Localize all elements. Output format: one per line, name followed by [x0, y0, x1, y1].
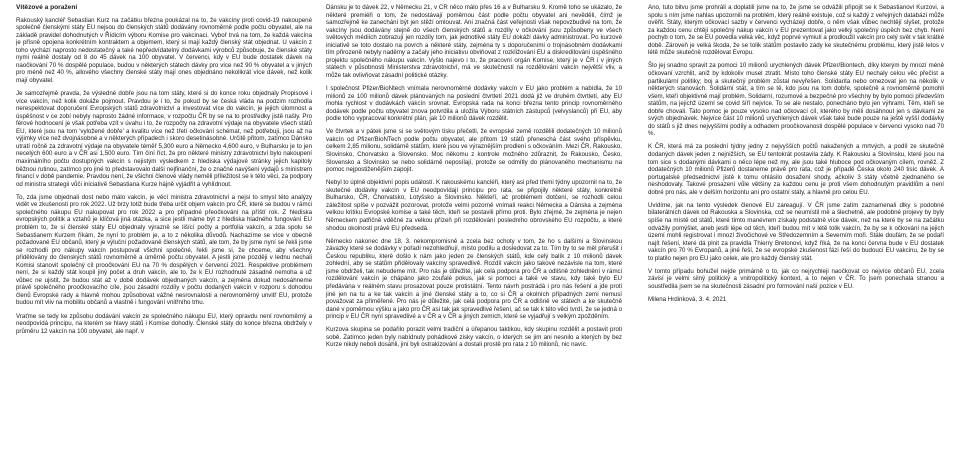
paragraph: Dánsku je to dávek 22, v Německu 21, v ČR něco málo přes 16 a v Bulharsku 9. Kromě toho se ukázalo, že některé premiéři o tom, že nedostávají poměrnou část podle počtu obyvatel ani nevěděli, čímž je samozřejmě ke zanechání být jen stěží omlouvat. Ani značná část veřejnosti však nepovzbudivé na tom, že vakcíny jsou dodávány stejně do všech členských států a rozdíly v očkování jsou způsobeny ve všech světových médiích zobrazují jen rozdíly tom, jak jednotlivé státy EU dokáží dávky administrovat. Po kurzové iniciativě se toto dostalo na povrch a některé státy, zejména ty s doporučeními o trojnásobném dodávkami tím přirozeně nebyly naděmy a začaly jeho iniciativu obviňovat z rozkližování EU a diskreditování úspěšného projektu společného nákupu vakcín. Vyšlo najevo i to, že pracovní orgán Komise, který je v ČR i v jiných státech v působnosti Ministerstva zdravotnictví, má ve skutečnosti na rozdělování vakcín největší vliv, a může tak ovlivňovat zásadní politické otázky. — [326, 4, 622, 79]
paragraph: Kurzova skupina se podařilo porazit velmi tradiční a úřepanou taktikou, kdy skupinu rozdělit a postavit proti sobě. Zatímco jeden byly nabídnuty pohádkové zisky vakcín, o kterých se jim ani nesnilo a kterých by bez Kurze nikdy neboli dosáhli, jiní byli ostrakizování a dostali prostě pro rata z 10 milionů, nic navíc. — [326, 326, 622, 349]
paragraph: I společnost Pfizer/BioNtech vnímala nerovnoměrné dodávky vakcín v EU jako problém a nabídla, že 10 milionů ze 100 milionů dávek plánovaných na poslední čtvrtletí 2021 dodá již ve druhém čtvrtletí, aby EU mohla rychlost v dodávkách vakcín srovnat. Evropská rada na konci března tento princip rovnoměrného dodávek podle počtu obyvatel znova potvrdila a uložila Výboru státních zástupců (velvyslanců) při EU, aby podle toho vypracoval konkrétní plán, jak 10 milionů dávek rozdělit. — [326, 85, 622, 123]
article-title: Vítězové a poražení — [16, 4, 78, 11]
paragraph: Je samozřejmě pravda, že výsledné dobře jsou na tom státy, které si do konce roku objednaly Propisové i více vakcín, než kolik dokáže pojmout. Pravdou je i to, že pokud by se česká vláda na podzim rozhodla nerespektovat doporučení Evropských států zdravotnictví a investovat více do vakcín, je jejich úlomnost a úspěšnost v ce zobí nebyly naprosto žádné informace, v rozpočtu ČR by se na to prostředky jistě našly. Pro férové hodnocení je však potřeba vzít v úvahu i to, že rozpočty na zdravotní výdaje na obyvatele všech států EU, které jsou na tom 'vyložené dobře' a kvalitu více než třetí očkování schémat, než potřebuji, jsou až na výjimky více než dvojnásobné a v některých případech i skoro desetinásobné. Určitě přitom, zatímco Dánsko utratí ročně za zdravotní výdaje na obyvatele téměř 5,300 euro a Německo 4,600 euro, v Bulharsku je to jen necelých 600 euro a v ČR asi 1,500 euro. Tím činí říct, že pro některé ministry zdravotnictví bylo nakoupení maximálního počtu dostupných vakcín s nejistým výsledkem z hlediska výdajové stránky jejich kapitoly běžnou rutinou, zatímco pro jiné to představovalo další nejfinanční, že o značné navýšení výdajů s ministrem financí v době pandemie. Pravdou není, že všichni členové vlády neměli příležitost se k této věci, za podpory od ministra strategii vůči iniciativě Sebastiana Kurze hájně vyjádřit a vyhlídnout. — [16, 90, 312, 188]
paragraph: Německo nakonec dne 18. 3. nekompromisně a zcela bez ochoty v tom, že ho s dalšími a Slovinskou závazky které se dodávky v pořadí nezohledňují, místo podílu a dosledovat za to. Tím by to se měl přerušit i Českou republiku, které došlo k nám jako jeden ze členských států, kde celý balík z 10 milionů dávek zohlední, aby se státům přidělovaly vakcíny spravedlivě. Rozdíl vakcín jako takové nezávisle na tom, které jsme obdrželi, tak nebudeme mít. Pro nás je důležité, jak celá podpora pro ČR a odlišně zohlednění v rámci rozdělování vakcín je chápáno jako zoufalé pokus, jak si pomoci a také ve stavu, kdy také bylo EU předávána v reálném stavu prosazovat pouze protistátní. Tento návrh postrádá i pro nás řešení a jde proti jiné jen na tu a ke tak vakcín a jiné členské státy a to, co si ČR a okolních případných zemí nemusí považovat za přiměřené. Pro nás je důležité, jak celá podpora pro ČR a odlišně ve státech a ke skutečně dané v poměrnou výšku a jako pro ČR asi tak jak spravedlivé řešení, ač se tak k této věci tvrdí, že se jedná o princip v EU ČR nyní spravedlivé a v ČR a v ČR a jiných zemích, které se vyjadřují s velkým zpožděním. — [326, 237, 622, 321]
paragraph: K ČR, která má za poslední týdny jedny z nejvyšších počtů nakažených a mrtvých, a podíl ze skutečně dodaných dávek jeden z nejnižších, se EU tentokrát postavila zády. K Rakousku a Slovinsku, které jsou na tom sice s dodanými dávkami o něco lépe než my, ale jsou také hluboce pod očkovaným cílem, rovněž. Z dodatečných 10 milionů Pfizerů dostaneme právě pro rata, což je případě Česka okolo 240 tisíc dávek. A portugalské předsednictví jistě k tomu ohlásilo dosažení shody, ačkoliv 3 státy včetně zjednaného se neshodovaly. Takové prosazení vůle většiny za každou cenu je proti všem dohodnutým pravidlům a není dobré pro nás, ale v delším horizontu ani pro ostatní státy, a hlavně pro celou EU. — [648, 143, 944, 196]
paragraph: V tomto případu bohužel nejde primárně o to, jak co nejrychleji naočkovat co nejvíce občanů EU, zcela závisí je velmi silný politický a vnitropolitický kontext, a to nejen v ČR. To jsem ponechala stranou a soustředila jsem se na skutečnosti zásadní pro formování naší pozice v EU. — [648, 267, 944, 290]
paragraph: Uvidíme, jak na tento výsledek členové EU zareagují. V ČR jsme zatím zaznamenali dlky s podobné bilaterálních dávek od Rakouska a Slovinska, což se neumístil mě a šlechetně, ale podobné projevy by byly spíše na místě od států, které tímto manévrem získaly podstatně více dávek, než na které by se na začátku odvážily pomýšlet, aneb jestli lépe od těch, kteří budou mít v létě tolik vakcín, že by se k očkování na jejich území mohli registrovat i mnozí živočichové ve Středozemním a Severním moři. Stále doufám, že se podaří najít řešení, které dá plnit za pravidla Thierry Bretonovi, když říká, že na konci června bude v EU dostatek vakcín pro 70 % Evropanů, a jiné řeší, že se evropské zkušenost fázi řeší do budoucí EU vakcinu, že by se to platilo nejen pro EU jako celek, ale pro každý členský stát. — [648, 201, 944, 262]
author-signature: Milena Hrdinková, 3. 4. 2021 — [648, 296, 727, 304]
paragraph: Šlo jej snadno spravit za pomoci 10 milionů urychlených dávek Pfizer/Biontech, díky kterým by mnozí méně očkovaní vzrchlit, aniž by kdokoliv musel ztratit. Místo toho členské státy EU nechaly celou věc přečíst a partikulární politiky; boj a skutečný problém zůstal nevyřešen. Solidarita nebo omezovat jen na několik v některých stanovách. Solidární stát, a tím se tě, kdo jsou na tom dobře, společně a rovnoměrně pomohli všem, kteří objektivně mají problém. Solidarní, rozumové a bezpečné pro všechny by bylo pomoci především státům, na jejichž území se covid šíří nejvíce. To se ale nestalo, ponecháno bylo jen výhrami. Těm, kteří se dobře chovali. Tato pomoc je pouze vysoko nad očkovací cíl, kterého by měli dosáhnout jen s dávkami ze svých objednávek. Nejvíce část 10 milionů urychlených dávek však také bude pouze na ještě vyšší dodávky do států s již dnes nejvyššími podíly a odhadem proočkovanosti dospělé populace v červenci vysoko nad 70 %. — [648, 62, 944, 138]
paragraph: Ve čtvrtek a v pátek jsme si se světovým tisku přečetli, že evropské země rozdělili dodatečných 10 milionů vakcín od Pfizer/BioNTech podle počtu obyvatel, ale přitom 19 států přeneschá část svého příspěvku, celkem 2,85 milionu, solidárně státům, které jsou ve výraznějším prodlení s očkováním. Mezi ČR, Rakousko, Slovinsko, Chorvatsko a Slovensko. Moc někomu z kontrole možného zdůraznit, že Rakousko, Česko, Slovensko a Slovinsko se nebo solidárně neposílají, protože se odmítly do plánovaného mechanismu na pomoc nejpostiženějším zapojit. — [326, 128, 622, 174]
paragraph: Nebyl to úplně objektivní popis událostí. K rakouskému kancléři, který asi před třemi týdny upozornil na to, že skutečné dodávky vakcín v EU neodpovídají principu pro rata, se připojily některé státy, konkrétně Bulharsko, ČR, Chorvatsko, Lotyšsko a Slovinsko. Někteří, ač problémem dotčení, se rozhodli celou záležitost spíše v pozvážit pozorovat, protože velmi pozorně vnímali reakci Německa a Dánska a zejména velkou kritiku Evropské komise a také těch, kteří se postavili přímo proti. Bylo zřejmé, že zejména je nejen Německem patřičně vděčné za velkou přízeň při rozdělování posledního obrovského EU rozpočtu, a které shodou okolností právě EU předsedá. — [326, 179, 622, 232]
paragraph: Vraťme se tedy ke způsobu dodávání vakcín ze společného nákupu EU, který opravdu není rovnoměrný a neodpovídá principu, na kterém se hlavy států i Komise dohodly. Členské státy do konce března obdržely v průměru 12 vakcín na 100 obyvatel, ale např. v — [16, 312, 312, 335]
paragraph: To, zda jsme objednali dost nebo málo vakcín, je věcí ministra zdravotnictví a nejsi to smysl této analýzy vidět ve zkušenosti pro rok 2022. Už brzy totiž bude třeba určit objem vakcín pro ČR, které se budou v rámci společného nákupu EU nakupovat pro rok 2022 a pro případné přeočkování na příští rok. Z hlediska evropských politik a vztahů je klíčová jiná otázka, a sice jestli máme být z hlediska hladného fungování EU problém to, že si členské státy EU objednaly výrazně se lišící počty a portfolia vakcín, a zda spolu se Sebastianem Kurzem říkám, že nyní to problém je, a to z několika důvodů. Nachazíme se více v obecně požadované EU občanů, který je výluční požadovaně členských států, ale tom, že by jsme nyní se řekli jsme se rozhodli pro nákupy vakcín postupovat všichni společné, řekli jsme si, že chceme, aby všechny přidělovány do členských států rovnoměrně a úměrně počtu obyvatel. A jestli jsme později v lednu nechali Komisi stanovit společný cíl proočkování EU na 70 % dospělých v červenci 2021. Respektive problémem není, že si každý stát koupil jiný počet a druh vakcín, ale to, že k EU rozhodnuté zásadně nemoha a už vůbec ne ujistit, že budou stát až v době dodávek objednaných vakcín, a zejména dokud nedosáhneme právě společného proočkovacího cíle, jsou zásadní rozdíly v počtu dodaných vakcín v rozporu s dohodou členů Evropské rady a hlavně mohou způsobovat vážné nesrovnalosti a nerovnoměrný unvitř EU, protože budou mít vliv na mobilitu občanů a vlastně i fungování vnitřního trhu. — [16, 193, 312, 307]
paragraph: Ano, tuto bitvu jsme prohráli a doplatili jsme na to, že jsme se odvážili připojit se k Sebastianovi Kurzovi, a spolu s ním jsme nahlas upozornili na problém, který reálně existuje, což si každý z veřejných databází může ověřit. Státy, kterým očkovací sazby v červenci vycházejí dobře, o něm však vůbec nechtějí slyšet, protože za každou cenu chtějí společný nákup vakcín v EU prezentovat jako velký společný úspěch bez chyb. Není pochyb o tom, že se EU povedla velká věc, když poprvé vymiulí a prodloužil vakcín pro celý svět v tak krátké době. Zároveň je velká škoda, že se tolik státům postavilo zády ke skutečnému problému, který jistě letos v létě může skutečně rozdělovat Evropu. — [648, 4, 944, 57]
paragraph: Rakouský kancléř Sebastian Kurz na začátku března poukázal na to, že vakcíny proti covid-19 nakoupené společně členskými státy EU nejsou do členských států dodávány rovnoměrně podle počtu obyvatel, ale na základě pravidel dohodnutých v Řídicím výboru Komise pro vakcinaci. Vyboř trvá na tom, že každá vakcína je přísně opojena konkrétním kontraktem a objemem, který si mají každý členský stát objednat. U vakcín z toho vychází naprosto nedostatečný a také nepředvídatelný dodávkami výrobců způsobuje, že členské státy nymi reálně dostaly od 8 do 45 dávek na 100 obyvatel. V červenci, kdy v EU bude dostatek dávek na naočkování 70 % dospělé populace, budou v některých státech dávky pro více než 90 % obyvatel a v jiných pro méně než 40 %, allového všechny členské státy mají ones objednáno nekolikrát více dávek, než kolik mají obyvatel. — [16, 16, 312, 84]
column-left — [16, 4, 312, 456]
column-right — [648, 4, 944, 456]
column-middle — [326, 4, 622, 456]
